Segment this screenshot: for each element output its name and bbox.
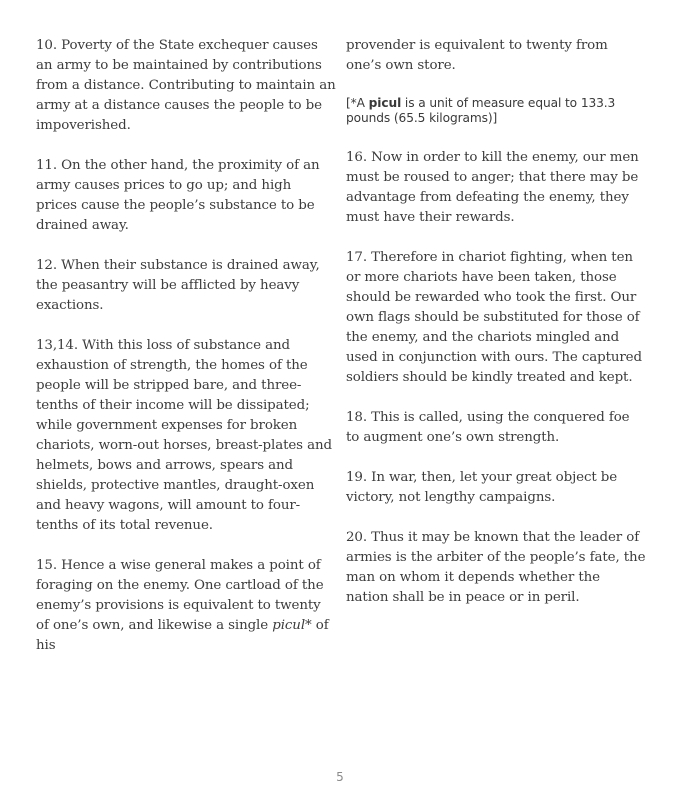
paragraph-15-text: 15. Hence a wise general makes a point of foraging on the enemy. One cartload of the enemy’s provisions is equivalent to twenty of one’s own, and likewise a single [36,558,324,633]
footnote-prefix: [*A [346,96,369,110]
paragraph-13-14: 13,14. With this loss of substance and exhaustion of strength, the homes of the people will be stripped bare, and three-tenths of their income will be dissipated; while government expenses for broken chariots, worn-out horses, breast-plates and helmets, bows and arrows, spears and shields, protective mantles, draught-oxen and heavy wagons, will amount to four-tenths of its total revenue. [36,338,332,533]
paragraph-11: 11. On the other hand, the proximity of an army causes prices to go up; and high prices cause the people’s substance to be drained away. [36,158,320,233]
paragraph-12: 12. When their substance is drained away, the peasantry will be afflicted by heavy exactions. [36,258,320,313]
paragraph-10: 10. Poverty of the State exchequer causes an army to be maintained by contributions from a distance. Contributing to maintain an army at a distance causes the people to be impoverished. [36,38,336,133]
paragraph-17: 17. Therefore in chariot fighting, when ten or more chariots have been taken, those should be rewarded who took the first. Our own flags should be substituted for those of the enemy, and the chariots mingled and used in conjunction with ours. The captured soldiers should be kindly treated and kept. [346,250,642,385]
paragraph-16: 16. Now in order to kill the enemy, our men must be roused to anger; that there may be advantage from defeating the enemy, they must have their rewards. [346,150,639,225]
left-column [36,36,336,676]
paragraph-15-continuation: provender is equivalent to twenty from one’s own store. [346,38,608,73]
page-number: 5 [336,770,344,784]
right-column [346,36,646,628]
paragraph-15 [36,556,336,656]
paragraph-19: 19. In war, then, let your great object be victory, not lengthy campaigns. [346,470,618,505]
paragraph-15-tail: * of his [36,618,329,653]
picul-term: picul [272,618,305,633]
footnote-term: picul [368,96,402,110]
paragraph-18: 18. This is called, using the conquered foe to augment one’s own strength. [346,410,630,445]
footnote-definition: is a unit of measure equal to 133.3 pounds (65.5 kilograms)] [346,96,616,125]
paragraph-20: 20. Thus it may be known that the leader of armies is the arbiter of the people’s fate, the man on whom it depends whether the nation shall be in peace or in peril. [346,530,646,605]
footnote-picul [346,96,646,126]
